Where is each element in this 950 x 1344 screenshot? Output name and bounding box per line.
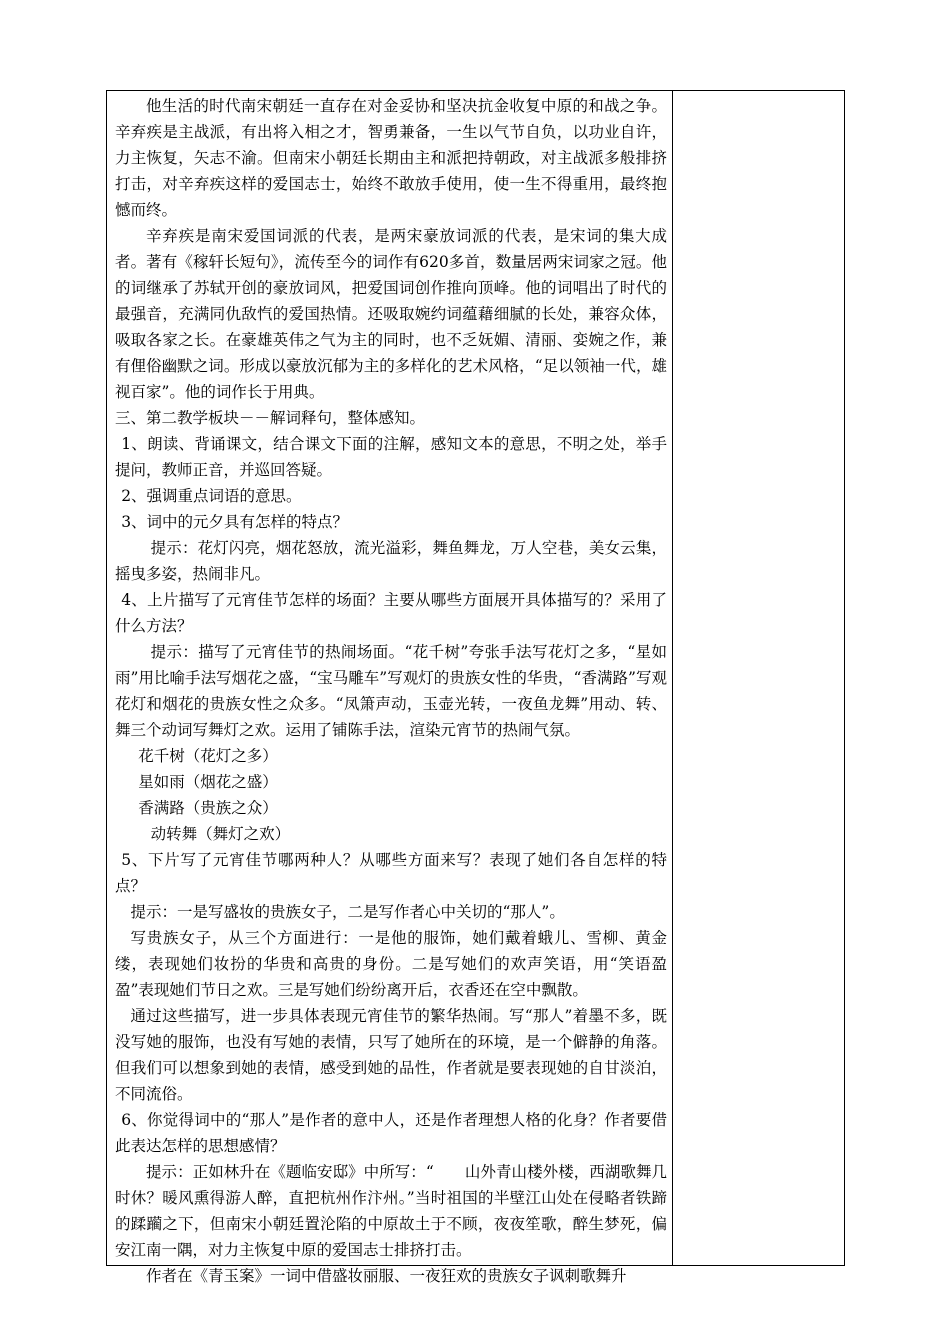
notes-cell: [673, 91, 844, 1265]
paragraph: 提示：花灯闪亮，烟花怒放，流光溢彩，舞鱼舞龙，万人空巷，美女云集，摇曳多姿，热闹非凡。: [115, 539, 667, 583]
paragraph: 提示：描写了元宵佳节的热闹场面。“花千树”夸张手法写花灯之多，“星如雨”用比喻手法写烟花之盛，“宝马雕车”写观灯的贵族女性的华贵，“香满路”写观花灯和烟花的贵族女性之众多。“凤箫声动，玉壶光转，一夜鱼龙舞”用动、转、舞三个动词写舞灯之欢。运用了铺陈手法，渲染元宵节的热闹气氛。: [115, 643, 667, 739]
paragraph: 他生活的时代南宋朝廷一直存在对金妥协和坚决抗金收复中原的和战之争。辛弃疾是主战派，有出将入相之才，智勇兼备，一生以气节自负，以功业自许，力主恢复，矢志不渝。但南宋小朝廷长期由主和派把持朝政，对主战派多般排挤打击，对辛弃疾这样的爱国志士，始终不敢放手使用，使一生不得重用，最终抱憾而终。: [115, 97, 667, 219]
paragraph: 4、上片描写了元宵佳节怎样的场面？主要从哪些方面展开具体描写的？采用了什么方法？: [115, 591, 667, 635]
lesson-plan-table: [106, 90, 845, 1285]
paragraph: 通过这些描写，进一步具体表现元宵佳节的繁华热闹。写“那人”着墨不多，既没写她的服饰，也没有写她的表情，只写了她所在的环境，是一个僻静的角落。但我们可以想象到她的表情，感受到她的品性，作者就是要表现她的自甘淡泊，不同流俗。: [115, 1007, 667, 1103]
paragraph: 5、下片写了元宵佳节哪两种人？从哪些方面来写？表现了她们各自怎样的特点？: [115, 851, 667, 895]
paragraph: 写贵族女子，从三个方面进行：一是他的服饰，她们戴着蛾儿、雪柳、黄金缕，表现她们妆扮的华贵和高贵的身份。二是写她们的欢声笑语，用“笑语盈盈”表现她们节日之欢。三是写她们纷纷离开后，衣香还在空中飘散。: [115, 929, 667, 999]
paragraph: 提示：正如林升在《题临安邸》中所写：“ 山外青山楼外楼，西湖歌舞几时休？暖风熏得游人醉，直把杭州作汴州。”当时祖国的半壁江山处在侵略者铁蹄的蹂躏之下，但南宋小朝廷置沦陷的中原故土于不顾，夜夜笙歌，醉生梦死，偏安江南一隅，对力主恢复中原的爱国志士排挤打击。: [115, 1163, 667, 1259]
paragraph: 辛弃疾是南宋爱国词派的代表，是两宋豪放词派的代表，是宋词的集大成者。著有《稼轩长短句》，流传至今的词作有620多首，数量居两宋词家之冠。他的词继承了苏轼开创的豪放词风，把爱国词创作推向顶峰。他的词唱出了时代的最强音，充满同仇敌忾的爱国热情。还吸取婉约词蕴藉细腻的长处，兼容众体，吸取各家之长。在豪雄英伟之气为主的同时，也不乏妩媚、清丽、娈婉之作，兼有俚俗幽默之词。形成以豪放沉郁为主的多样化的艺术风格，“足以领袖一代，雄视百家”。他的词作长于用典。: [115, 227, 667, 401]
paragraph: 作者在《青玉案》一词中借盛妆丽服、一夜狂欢的贵族女子讽刺歌舞升: [146, 1267, 627, 1285]
paragraph: 动转舞（舞灯之欢）: [150, 825, 291, 843]
paragraph: 1、朗读、背诵课文，结合课文下面的注解，感知文本的意思，不明之处，举手提问，教师正音，并巡回答疑。: [115, 435, 667, 479]
lesson-content-cell: [115, 93, 667, 1289]
paragraph: 花千树（花灯之多）: [138, 747, 278, 765]
paragraph: 提示：一是写盛妆的贵族女子，二是写作者心中关切的“那人”。: [130, 903, 565, 921]
paragraph: 香满路（贵族之众）: [138, 799, 278, 817]
paragraph: 2、强调重点词语的意思。: [121, 487, 302, 505]
paragraph: 6、你觉得词中的“那人”是作者的意中人，还是作者理想人格的化身？作者要借此表达怎样的思想感情？: [115, 1111, 667, 1155]
paragraph: 星如雨（烟花之盛）: [138, 773, 278, 791]
paragraph: 三、第二教学板块－－解词释句，整体感知。: [115, 409, 426, 427]
paragraph: 3、词中的元夕具有怎样的特点？: [121, 513, 349, 531]
